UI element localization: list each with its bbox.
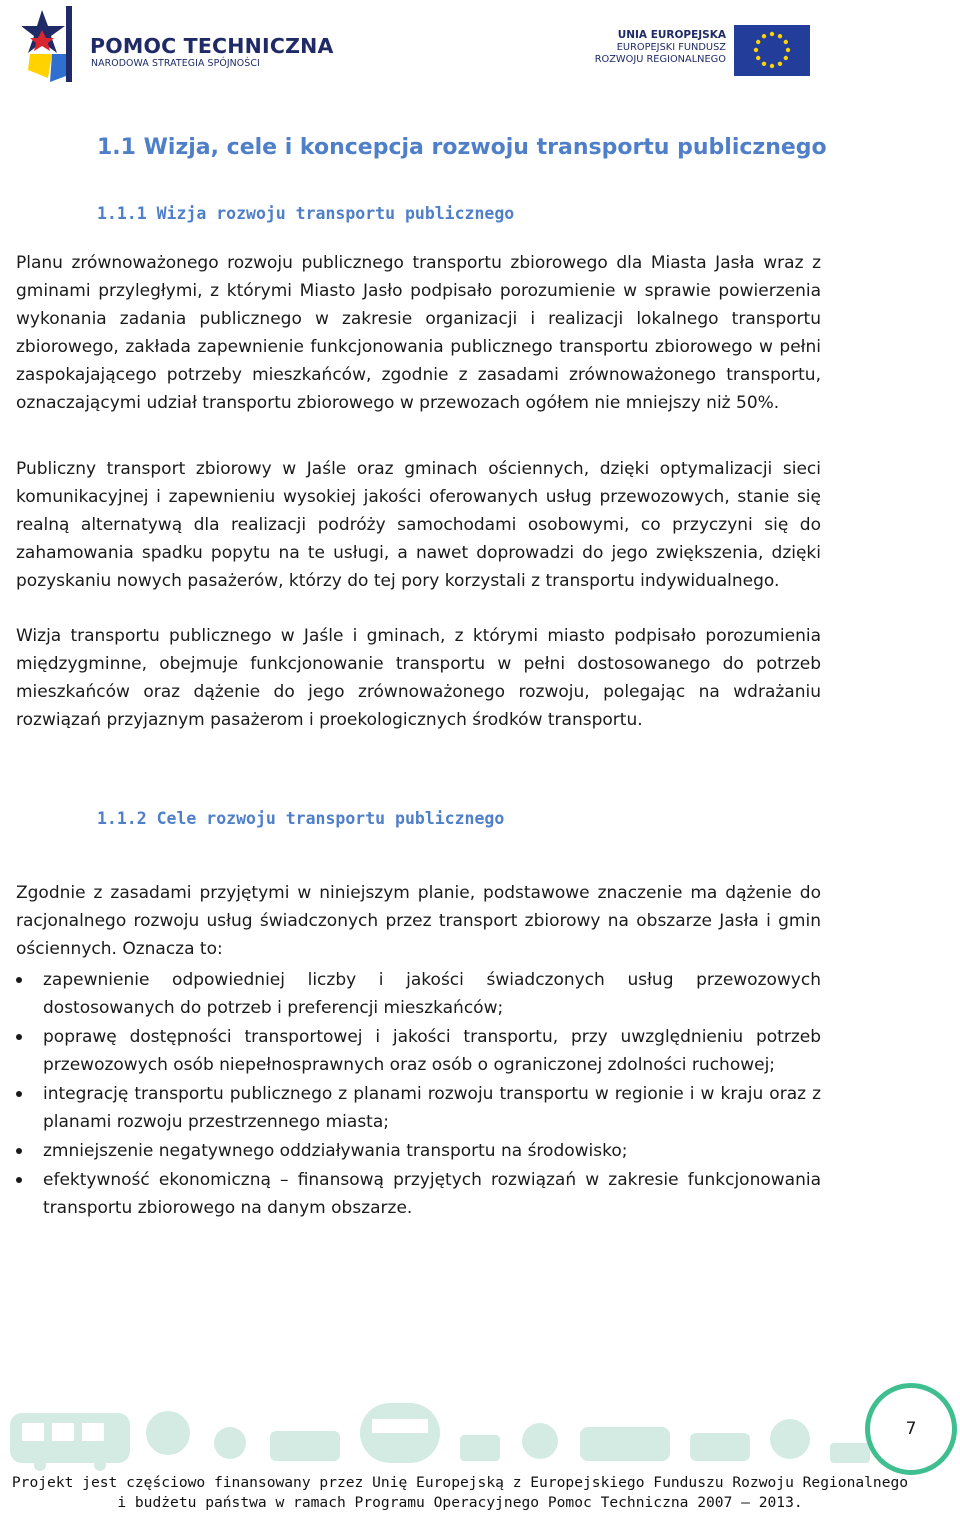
eu-logo-line2: EUROPEJSKI FUNDUSZ — [616, 41, 726, 53]
list-item-text: zmniejszenie negatywnego oddziaływania transportu na środowisko; — [43, 1141, 628, 1161]
list-item — [16, 1080, 821, 1136]
star-emblem-icon — [22, 4, 84, 84]
eu-logo-line3: ROZWOJU REGIONALNEGO — [594, 54, 726, 65]
pomoc-techniczna-logo — [22, 4, 334, 86]
list-item — [16, 1137, 821, 1165]
bullet-icon — [16, 1091, 22, 1097]
bullet-icon — [16, 1148, 22, 1154]
subsection-heading-vision: 1.1.1 Wizja rozwoju transportu publicznego — [97, 204, 515, 223]
footer-funding-note — [0, 1473, 920, 1513]
bullet-icon — [16, 1177, 22, 1183]
page-number-badge — [865, 1383, 957, 1475]
footer-line1: Projekt jest częściowo finansowany przez Unię Europejską z Europejskiego Funduszu Rozwoju Regionalnego — [11, 1474, 909, 1491]
paragraph-public-transport: Publiczny transport zbiorowy w Jaśle oraz gminach ościennych, dzięki optymalizacji sieci komunikacyjnej i zapewnieniu wysokiej jakości oferowanych usług przewozowych, stanie się realną alternatywą dla realizacji podróży samochodami osobowymi, co przyczyni się do zahamowania spadku popytu na te usługi, a nawet doprowadzi do jego zwiększenia, dzięki pozyskaniu nowych pasażerów, którzy do tej pory korzystali z transportu indywidualnego. — [16, 459, 821, 591]
transport-illustration-icon — [0, 1383, 880, 1471]
page-number: 7 — [905, 1419, 917, 1439]
eu-logo-line1: UNIA EUROPEJSKA — [617, 29, 726, 41]
eu-logo-text — [590, 29, 726, 67]
logo-title: POMOC TECHNICZNA — [90, 34, 334, 58]
list-item — [16, 1023, 821, 1079]
page-header — [0, 0, 960, 95]
eu-flag-icon — [734, 25, 810, 76]
list-item — [16, 1166, 821, 1222]
list-item-text: poprawę dostępności transportowej i jakości transportu, przy uwzględnieniu potrzeb przewozowych osób niepełnosprawnych oraz osób o ograniczonej zdolności ruchowej; — [43, 1027, 821, 1075]
list-item-text: integrację transportu publicznego z planami rozwoju transportu w regionie i w kraju oraz z planami rozwoju przestrzennego miasta; — [43, 1084, 821, 1132]
paragraph-vision: Wizja transportu publicznego w Jaśle i gminach, z którymi miasto podpisało porozumienia międzygminne, obejmuje funkcjonowanie transportu w pełni dostosowanego do potrzeb mieszkańców oraz dążenie do jego zrównoważonego rozwoju, polegając na wdrażaniu rozwiązań przyjaznym pasażerom i proekologicznych środków transportu. — [16, 626, 821, 730]
list-item-text: efektywność ekonomiczną – finansową przyjętych rozwiązań w zakresie funkcjonowania transportu zbiorowego na danym obszarze. — [43, 1170, 821, 1218]
paragraph-plan: Planu zrównoważonego rozwoju publicznego transportu zbiorowego dla Miasta Jasła wraz z gminami przyległymi, z którymi Miasto Jasło podpisało porozumienie w sprawie powierzenia wykonania zadania publicznego w zakresie organizacji i realizacji lokalnego transportu zbiorowego, zakłada zapewnienie funkcjonowania publicznego transportu zbiorowego w pełni zaspokajającego potrzeby mieszkańców, zgodnie z zasadami zrównoważonego transportu, oznaczającymi udział transportu zbiorowego w przewozach ogółem nie mniejszy niż 50%. — [16, 253, 821, 413]
footer-line2: i budżetu państwa w ramach Programu Operacyjnego Pomoc Techniczna 2007 – 2013. — [117, 1494, 803, 1511]
paragraph-goals-intro: Zgodnie z zasadami przyjętymi w niniejszym planie, podstawowe znaczenie ma dążenie do racjonalnego rozwoju usług świadczonych przez transport zbiorowy na obszarze Jasła i gmin ościennych. Oznacza to: — [16, 883, 821, 959]
list-item — [16, 966, 821, 1022]
bullet-icon — [16, 977, 22, 983]
subsection-heading-goals: 1.1.2 Cele rozwoju transportu publicznego — [97, 809, 505, 828]
logo-subtitle: NARODOWA STRATEGIA SPÓJNOŚCI — [91, 58, 260, 69]
eu-logo — [590, 24, 810, 80]
list-item-text: zapewnienie odpowiedniej liczby i jakości świadczonych usług przewozowych dostosowanych do potrzeb i preferencji mieszkańców; — [43, 970, 821, 1018]
bullet-icon — [16, 1034, 22, 1040]
section-heading: 1.1 Wizja, cele i koncepcja rozwoju transportu publicznego — [97, 135, 827, 160]
goals-list — [16, 966, 821, 1223]
